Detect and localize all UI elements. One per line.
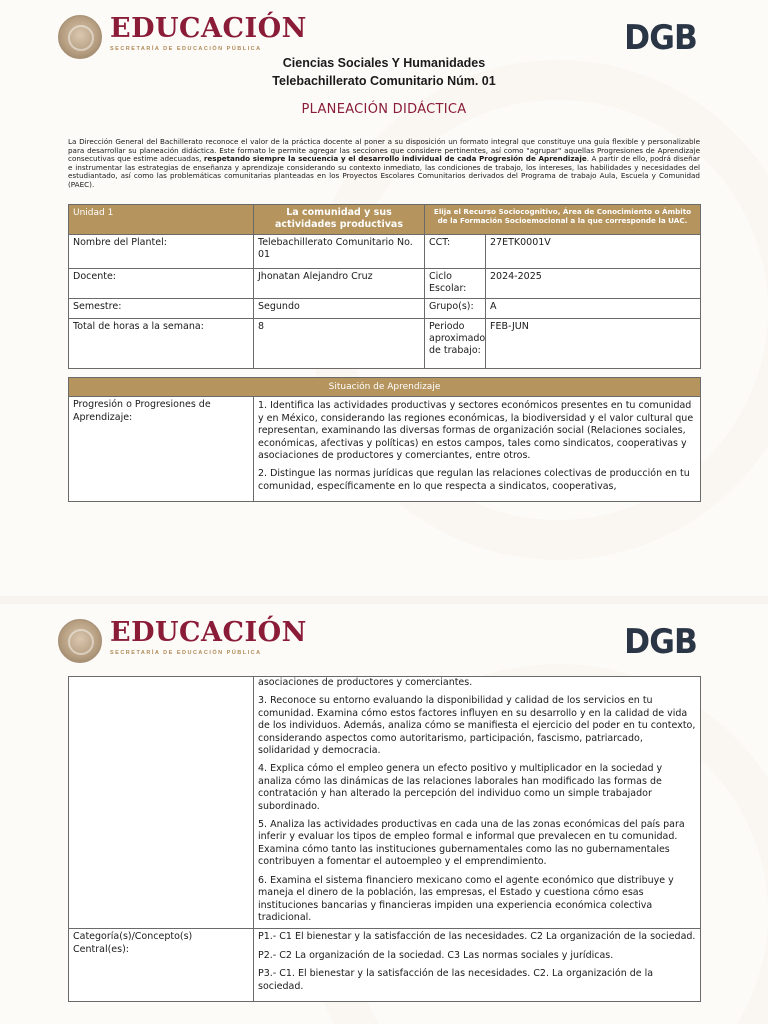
label-periodo: Periodo aproximado de trabajo: xyxy=(425,318,486,368)
mexico-seal-icon xyxy=(58,619,102,663)
category-3: P3.- C1. El bienestar y la satisfacción de las necesidades. C2. La organización de la sociedad. xyxy=(258,968,654,992)
continuation-table xyxy=(68,676,701,1002)
intro-paragraph xyxy=(68,138,700,190)
label-ciclo: Ciclo Escolar: xyxy=(425,268,486,298)
progression-label-empty xyxy=(69,677,254,929)
intro-text-2: . A partir de ello, podrá diseñar e instrumentar las estrategias de enseñanza y aprendizaje considerando su contexto inmediato, las condiciones de trabajo, los intereses, las habilidades y necesidades del estudiantado, así como las problemáticas comunitarias planteadas en los Proyectos Escolares Comunitarios derivados del Programa de trabajo Aula, Escuela y Comunidad (PAEC). xyxy=(68,154,700,189)
school-title: Telebachillerato Comunitario Núm. 01 xyxy=(272,74,496,88)
page-header xyxy=(58,616,708,672)
unit-cell: Unidad 1 xyxy=(69,205,254,235)
brand-subtitle: SECRETARÍA DE EDUCACIÓN PÚBLICA xyxy=(110,650,262,656)
label-grupo: Grupo(s): xyxy=(425,298,486,318)
category-1: P1.- C1 El bienestar y la satisfacción de las necesidades. C2 La organización de la sociedad. xyxy=(258,931,696,943)
label-cct: CCT: xyxy=(425,234,486,268)
label-horas: Total de horas a la semana: xyxy=(69,318,254,368)
page-heading: PLANEACIÓN DIDÁCTICA xyxy=(301,102,467,117)
value-plantel: Telebachillerato Comunitario No. 01 xyxy=(254,234,425,268)
sep-logo xyxy=(110,618,307,656)
value-ciclo: 2024-2025 xyxy=(486,268,701,298)
situation-table-header xyxy=(69,378,701,397)
progression-6: 6. Examina el sistema financiero mexicano como el agente económico que distribuye y maneja el dinero de la población, las empresas, el Estado y cuestiona cómo esas instituciones bancarias y financieras impiden una experiencia económica colectiva tradicional. xyxy=(258,874,674,923)
label-semestre: Semestre: xyxy=(69,298,254,318)
table-row xyxy=(69,298,701,318)
value-horas: 8 xyxy=(254,318,425,368)
value-grupo: A xyxy=(486,298,701,318)
category-label: Categoría(s)/Concepto(s) Central(es): xyxy=(69,929,254,1002)
info-table xyxy=(68,204,701,369)
unit-title-cell: La comunidad y sus actividades productivas xyxy=(254,205,425,235)
progression-2: 2. Distingue las normas jurídicas que regulan las relaciones colectivas de producción en tu comunidad, específicamente en lo que respecta a sindicatos, cooperativas, xyxy=(258,468,690,492)
progression-content-continued xyxy=(254,677,701,929)
table-row xyxy=(69,929,701,1002)
mexico-seal-icon xyxy=(58,15,102,59)
brand-title: EDUCACIÓN xyxy=(110,13,307,44)
value-cct: 27ETK0001V xyxy=(486,234,701,268)
instruction-cell: Elija el Recurso Sociocognitivo, Área de Conocimiento o Ámbito de la Formación Socioemocional a la que corresponde la UAC. xyxy=(425,205,701,235)
progression-1: 1. Identifica las actividades productivas y sectores económicos presentes en tu comunidad y en México, considerando las regiones económicas, la biodiversidad y el valor cultural que representan, examinando las diversas formas de organización social (Relaciones sociales, económicas, afectivas y políticas) en estos campos, tales como sindicatos, cooperativas y asociaciones de productores y comerciantes, entre otros. xyxy=(258,400,694,462)
value-periodo: FEB-JUN xyxy=(486,318,701,368)
label-plantel: Nombre del Plantel: xyxy=(69,234,254,268)
intro-text-bold: respetando siempre la secuencia y el desarrollo individual de cada Progresión de Aprendizaje xyxy=(203,154,587,164)
situation-table xyxy=(68,377,701,502)
progression-content xyxy=(254,397,701,502)
table-row xyxy=(69,318,701,368)
value-semestre: Segundo xyxy=(254,298,425,318)
category-content xyxy=(254,929,701,1002)
progression-label: Progresión o Progresiones de Aprendizaje: xyxy=(69,397,254,502)
label-docente: Docente: xyxy=(69,268,254,298)
table-row xyxy=(69,268,701,298)
intro-text-1: La Dirección General del Bachillerato reconoce el valor de la práctica docente al poner a su disposición un formato integral que constituye una guía flexible y personalizable para desarrollar su planeación didáctica. Este formato le permite agregar las secciones que considere pertinentes, así como "agrupar" aquellas Progresiones de Aprendizaje consecutivas que estime adecuadas, xyxy=(68,137,700,164)
table-row xyxy=(69,397,701,502)
progression-3: 3. Reconoce su entorno evaluando la disponibilidad y calidad de los servicios en tu comunidad. Examina cómo estos factores influyen en su desarrollo y en la calidad de vida de los individuos. Además, analiza cómo se manifiesta el ejercicio del poder en tu contexto, considerando aspectos como autoritarismo, participación, fascismo, patriarcado, solidaridad y democracia. xyxy=(258,695,696,757)
situation-header-cell: Situación de Aprendizaje xyxy=(69,378,701,397)
category-2: P2.- C2 La organización de la sociedad. C3 Las normas sociales y jurídicas. xyxy=(258,949,614,961)
dgb-logo: DGB xyxy=(624,622,697,662)
brand-title: EDUCACIÓN xyxy=(110,617,307,648)
table-row xyxy=(69,677,701,929)
brand-subtitle: SECRETARÍA DE EDUCACIÓN PÚBLICA xyxy=(110,46,262,52)
document-title xyxy=(0,54,768,117)
value-docente: Jhonatan Alejandro Cruz xyxy=(254,268,425,298)
dgb-logo: DGB xyxy=(624,18,697,58)
progression-2-continued: asociaciones de productores y comerciantes. xyxy=(258,677,473,688)
sep-logo xyxy=(110,14,307,52)
progression-4: 4. Explica cómo el empleo genera un efecto positivo y multiplicador en la sociedad y analiza cómo las dinámicas de las relaciones laborales han modificado las formas de contratación y han alterado la percepción del individuo como un simple trabajador subordinado. xyxy=(258,763,663,812)
info-table-header xyxy=(69,205,701,235)
subject-title: Ciencias Sociales Y Humanidades xyxy=(282,56,486,70)
table-row xyxy=(69,234,701,268)
progression-5: 5. Analiza las actividades productivas en cada una de las zonas económicas del país para inferir y evaluar los tipos de empleo formal e informal que prevalecen en tu comunidad. Examina cómo tanto las instituciones gubernamentales como las no gubernamentales contribuyen a fomentar el autoempleo y el emprendimiento. xyxy=(258,819,685,868)
